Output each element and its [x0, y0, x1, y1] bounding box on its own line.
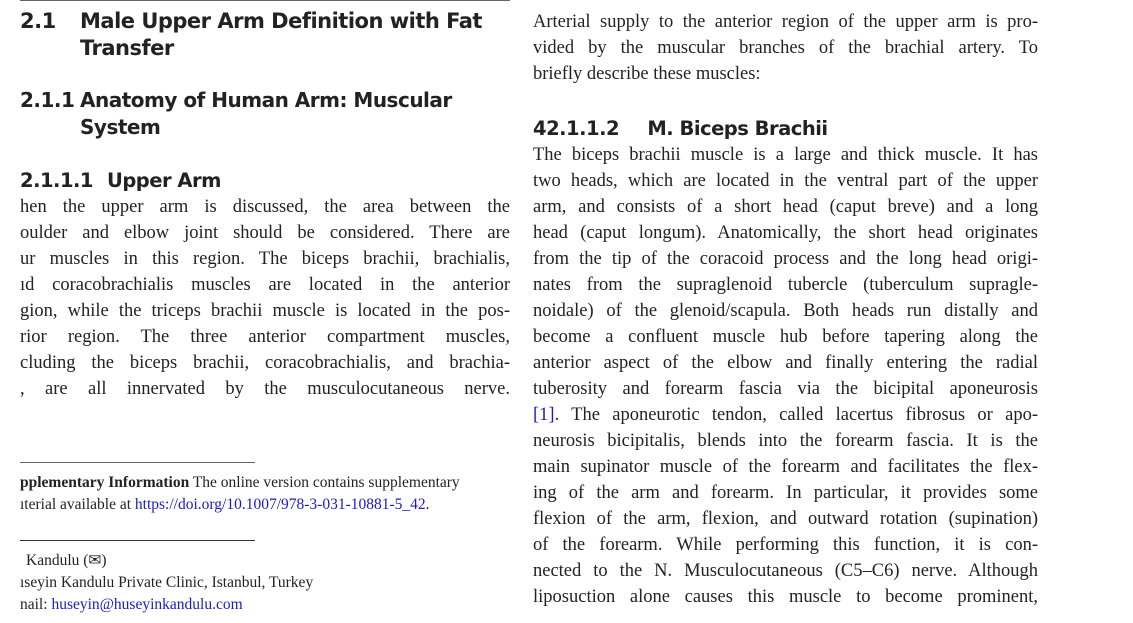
- body-line: two heads, which are located in the ventral part of the upper: [533, 171, 1038, 191]
- body-line: ing of the arm and forearm. In particular, it provides some: [533, 483, 1038, 503]
- section-heading-42-1-1-2: [533, 115, 828, 142]
- supplementary-info: [20, 472, 460, 494]
- section-heading-2-1: [20, 8, 520, 62]
- email-link[interactable]: huseyin@huseyinkandulu.com: [51, 596, 243, 613]
- body-line: main supinator muscle of the forearm and facilitates the flex-: [533, 457, 1038, 477]
- email-label: nail:: [20, 596, 52, 613]
- body-line: flexion of the arm, flexion, and outward rotation (supination): [533, 509, 1038, 529]
- author-rule: [20, 540, 255, 541]
- citation-link[interactable]: [1]: [533, 405, 555, 425]
- supplementary-text: ıterial available at: [20, 496, 135, 513]
- body-line: nected to the N. Musculocutaneous (C5–C6) nerve. Although: [533, 561, 1038, 581]
- body-line: tuberosity and forearm fascia via the bicipital aponeurosis: [533, 379, 1038, 399]
- body-line: from the tip of the coracoid process and the long head origi-: [533, 249, 1038, 269]
- body-line: ıd coracobrachialis muscles are located in the anterior: [20, 275, 510, 295]
- section-number: 2.1: [20, 9, 56, 33]
- body-line: ur muscles in this region. The biceps brachii, brachialis,: [20, 249, 510, 269]
- body-line: hen the upper arm is discussed, the area between the: [20, 197, 510, 217]
- doi-link[interactable]: https://doi.org/10.1007/978-3-031-10881-5_42: [134, 496, 426, 513]
- section-title-line: System: [80, 115, 161, 139]
- body-line: [1]. The aponeurotic tendon, called lacertus fibrosus or apo-: [533, 405, 1038, 425]
- period: .: [425, 496, 430, 513]
- body-line: , are all innervated by the musculocutaneous nerve.: [20, 379, 510, 399]
- body-line: liposuction alone causes this muscle to become prominent,: [533, 587, 1038, 607]
- body-line: head (caput longum). Anatomically, the short head originates: [533, 223, 1038, 243]
- section-title-line: Male Upper Arm Definition with Fat: [80, 9, 482, 33]
- section-title: M. Biceps Brachii: [647, 117, 828, 140]
- section-heading-2-1-1: [20, 87, 520, 141]
- section-heading-2-1-1-1: [20, 167, 221, 194]
- supplementary-line2: [20, 494, 430, 516]
- body-line: of the forearm. While performing this function, it is con-: [533, 535, 1038, 555]
- body-line: neurosis bicipitalis, blends into the forearm fascia. It is the: [533, 431, 1038, 451]
- supplementary-label: pplementary Information: [20, 474, 190, 491]
- body-line: cluding the biceps brachii, coracobrachialis, and brachia-: [20, 353, 510, 373]
- body-line: become a confluent muscle hub before tapering along the: [533, 327, 1038, 347]
- body-line: anterior aspect of the elbow and finally entering the radial: [533, 353, 1038, 373]
- section-number: 42.1.1.2: [533, 117, 620, 140]
- section-number: 2.1.1.1: [20, 169, 93, 192]
- body-line: noidale) of the glenoid/scapula. Both heads run distally and: [533, 301, 1038, 321]
- supplementary-text: The online version contains supplementary: [189, 474, 460, 491]
- author-email-line: [20, 594, 243, 616]
- body-line: gion, while the triceps brachii muscle is located in the pos-: [20, 301, 510, 321]
- section-title: Upper Arm: [107, 169, 221, 192]
- body-line: nates from the supraglenoid tubercle (tuberculum supragle-: [533, 275, 1038, 295]
- top-rule: [20, 0, 510, 1]
- footnote-rule: [20, 462, 255, 463]
- section-title-line: Transfer: [80, 36, 174, 60]
- section-title-line: Anatomy of Human Arm: Muscular: [80, 88, 452, 112]
- body-line: vided by the muscular branches of the brachial artery. To: [533, 38, 1038, 58]
- author-name: Kandulu (✉): [26, 552, 107, 569]
- body-line: briefly describe these muscles:: [533, 64, 761, 84]
- body-line: Arterial supply to the anterior region of the upper arm is pro-: [533, 12, 1038, 32]
- author-affiliation: ıseyin Kandulu Private Clinic, Istanbul, Turkey: [20, 574, 314, 591]
- section-number: 2.1.1: [20, 88, 75, 112]
- body-line: The biceps brachii muscle is a large and thick muscle. It has: [533, 145, 1038, 165]
- body-line: oulder and elbow joint should be considered. There are: [20, 223, 510, 243]
- body-line: rior region. The three anterior compartment muscles,: [20, 327, 510, 347]
- body-line: arm, and consists of a short head (caput breve) and a long: [533, 197, 1038, 217]
